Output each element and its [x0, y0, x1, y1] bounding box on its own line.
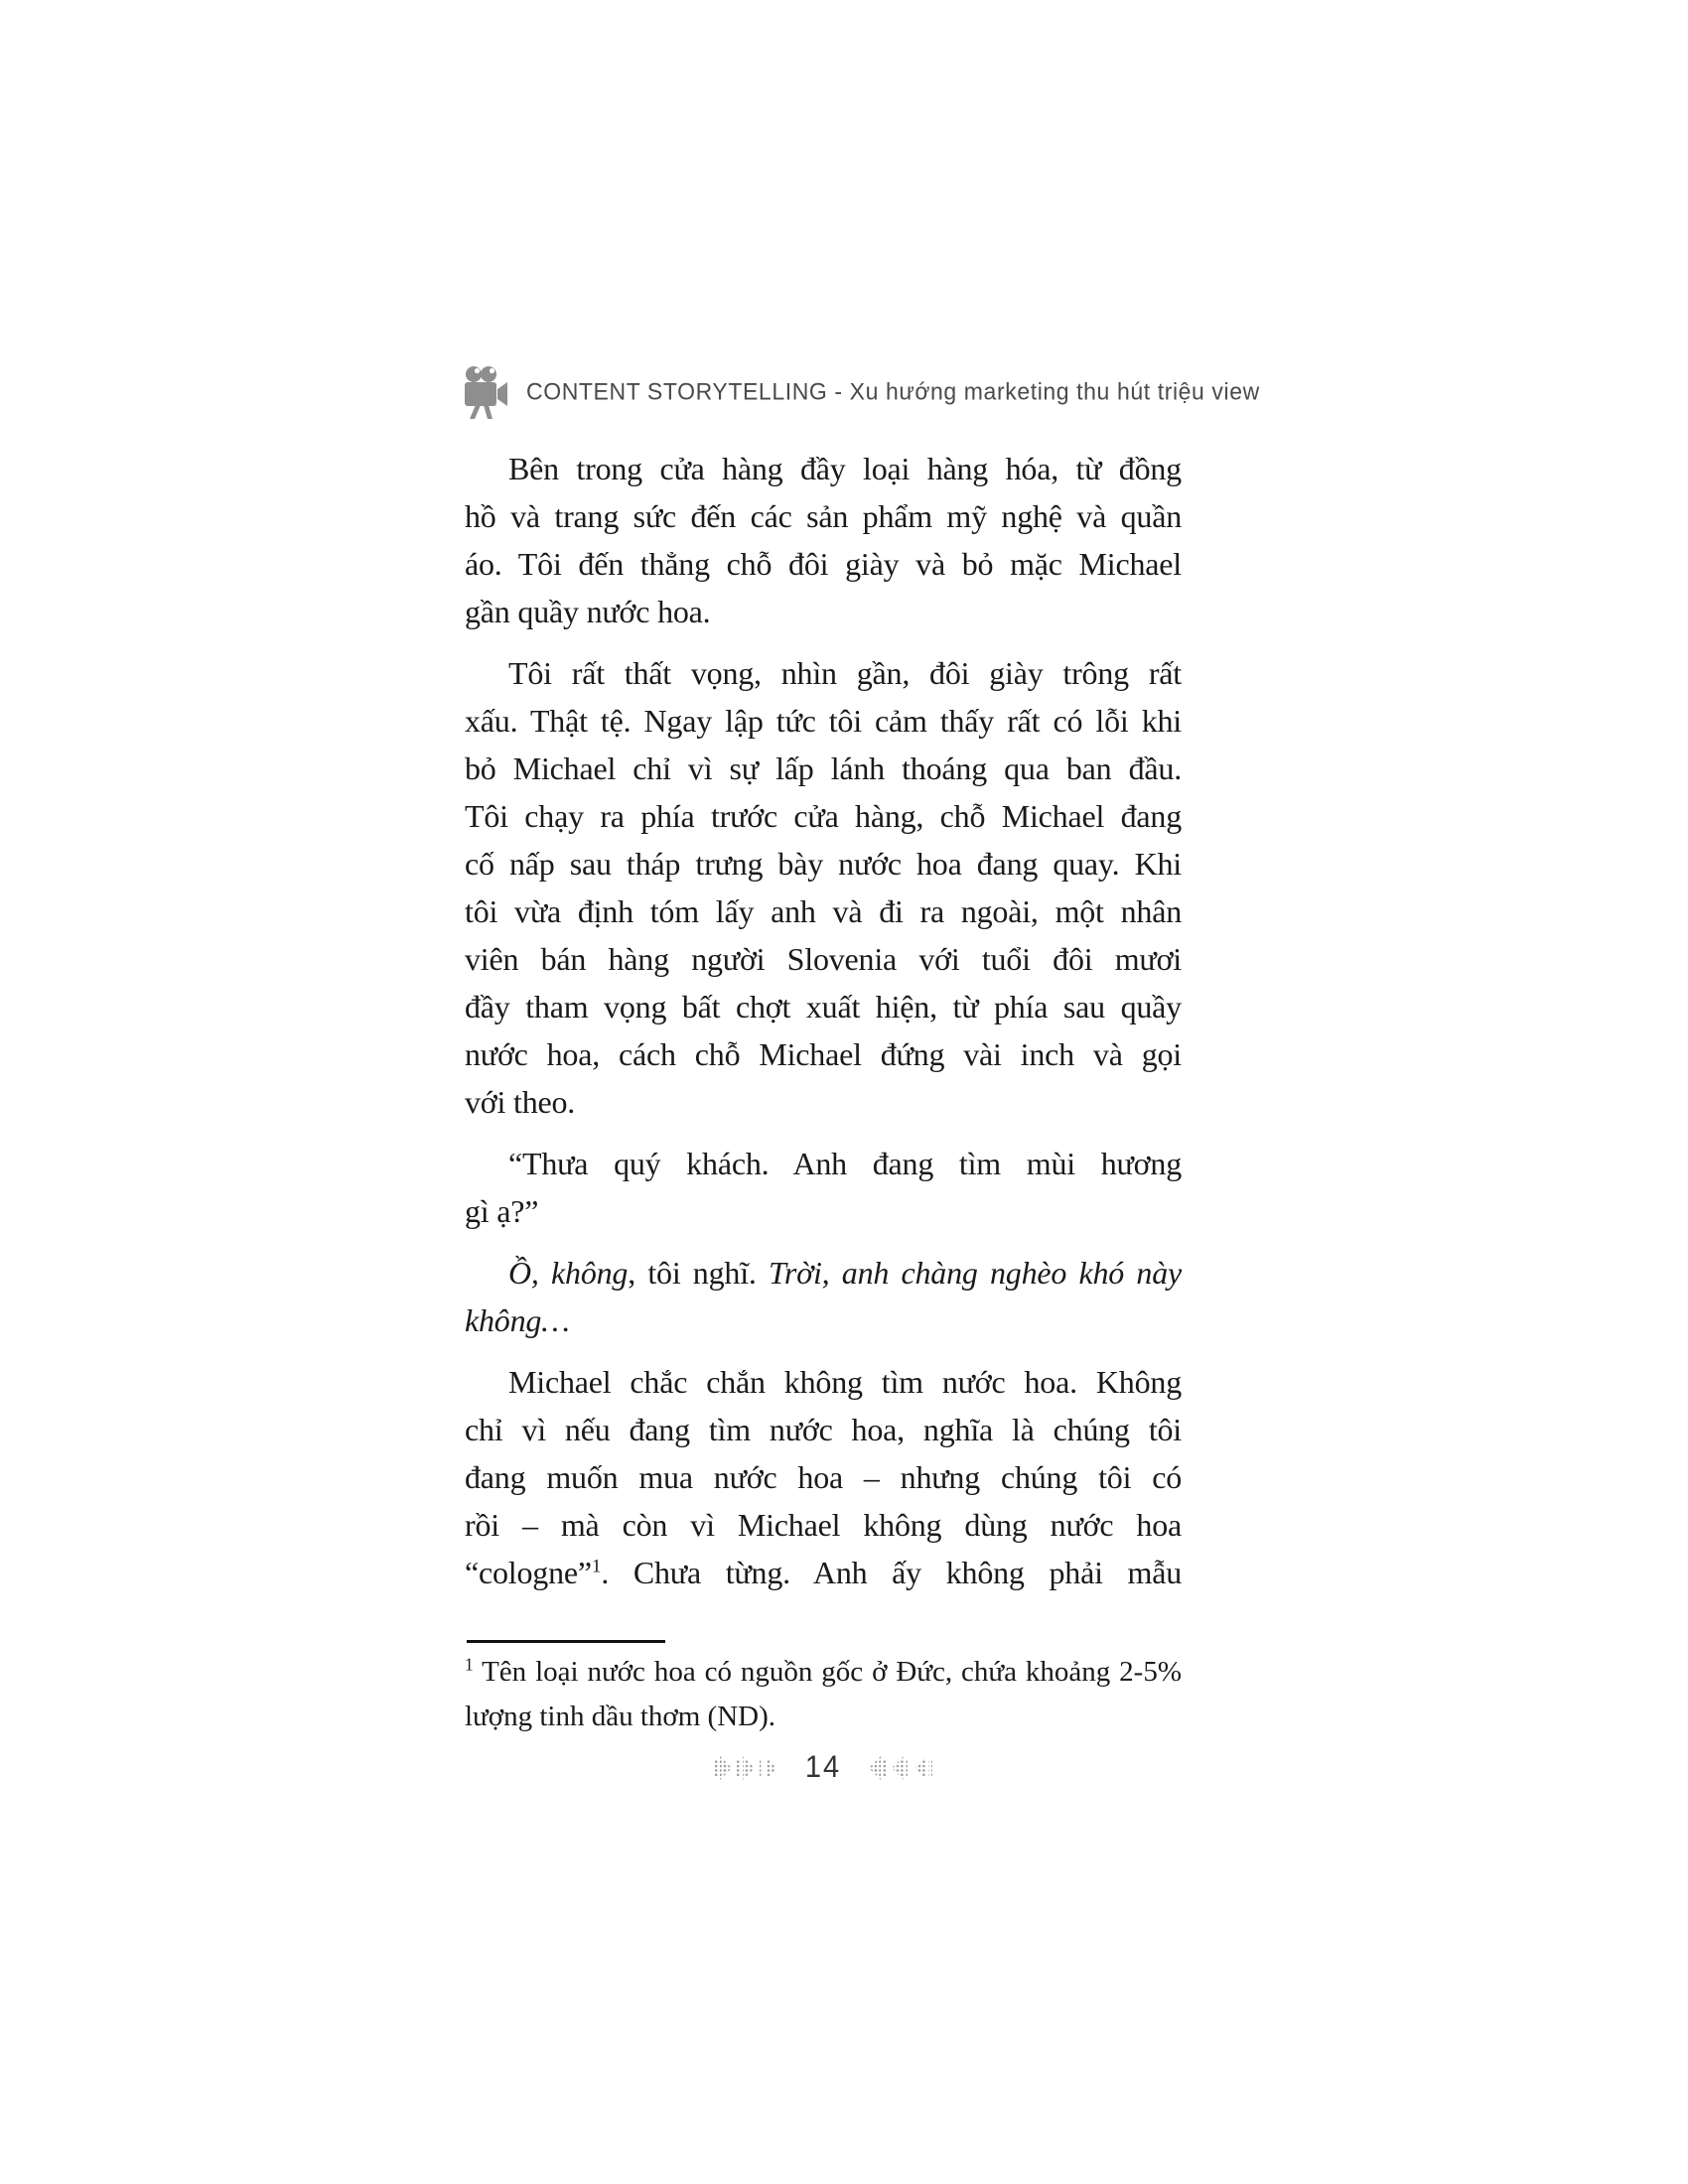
text-line: cố nấp sau tháp trưng bày nước hoa đang quay. Khi [465, 846, 1182, 882]
text-line: đầy tham vọng bất chợt xuất hiện, từ phía sau quầy [465, 989, 1182, 1024]
back-arrows-icon [865, 1755, 932, 1781]
paragraph [465, 1140, 1182, 1235]
text-line: đang muốn mua nước hoa – nhưng chúng tôi có [465, 1459, 1182, 1495]
running-title: CONTENT STORYTELLING - Xu hướng marketing thu hút triệu view [526, 376, 1260, 405]
text-line: viên bán hàng người Slovenia với tuổi đôi mươi [465, 941, 1182, 977]
text-line: gì ạ?” [465, 1193, 539, 1229]
body-text [465, 445, 1182, 1610]
text-line: Tôi chạy ra phía trước cửa hàng, chỗ Michael đang [465, 798, 1182, 834]
footnote-rule [467, 1640, 665, 1643]
forward-arrows-icon [714, 1755, 781, 1781]
text-line: tôi vừa định tóm lấy anh và đi ra ngoài, một nhân [465, 893, 1182, 929]
text-line: bỏ Michael chỉ vì sự lấp lánh thoáng qua ban đầu. [465, 751, 1182, 786]
text-line: Tôi rất thất vọng, nhìn gần, đôi giày trông rất [508, 655, 1182, 691]
text-line: Michael chắc chắn không tìm nước hoa. Không [508, 1364, 1182, 1400]
movie-camera-icon [463, 363, 510, 419]
page-footer [465, 1751, 1182, 1784]
text-line: $^1$ Tên loại nước hoa có nguồn gốc ở Đức, chứa khoảng 2-5% [465, 1654, 1182, 1688]
text-line: “Thưa quý khách. Anh đang tìm mùi hương [508, 1146, 1182, 1181]
text-line: rồi – mà còn vì Michael không dùng nước hoa [465, 1507, 1182, 1543]
text-line: Ồ, không, tôi nghĩ. Trời, anh chàng nghèo khó này [508, 1255, 1182, 1291]
text-line: “cologne”$^1$. Chưa từng. Anh ấy không phải mẫu [465, 1555, 1182, 1590]
page-number: 14 [804, 1749, 842, 1785]
paragraph [465, 1249, 1182, 1344]
text-line: hồ và trang sức đến các sản phẩm mỹ nghệ và quần [465, 498, 1182, 534]
paragraph [465, 1358, 1182, 1596]
text-line: xấu. Thật tệ. Ngay lập tức tôi cảm thấy rất có lỗi khi [465, 703, 1182, 739]
text-line: lượng tinh dầu thơm (ND). [465, 1701, 775, 1732]
text-line: chỉ vì nếu đang tìm nước hoa, nghĩa là chúng tôi [465, 1412, 1182, 1447]
text-line: nước hoa, cách chỗ Michael đứng vài inch và gọi [465, 1036, 1182, 1072]
paragraph [465, 649, 1182, 1126]
text-line: không… [465, 1302, 570, 1338]
text-line: Bên trong cửa hàng đầy loại hàng hóa, từ đồng [508, 451, 1182, 486]
paragraph [465, 445, 1182, 635]
page-header [463, 363, 1260, 419]
text-line: với theo. [465, 1084, 576, 1120]
footnote-text [465, 1650, 1182, 1739]
text-line: gần quầy nước hoa. [465, 594, 711, 629]
text-line: áo. Tôi đến thẳng chỗ đôi giày và bỏ mặc Michael [465, 546, 1182, 582]
